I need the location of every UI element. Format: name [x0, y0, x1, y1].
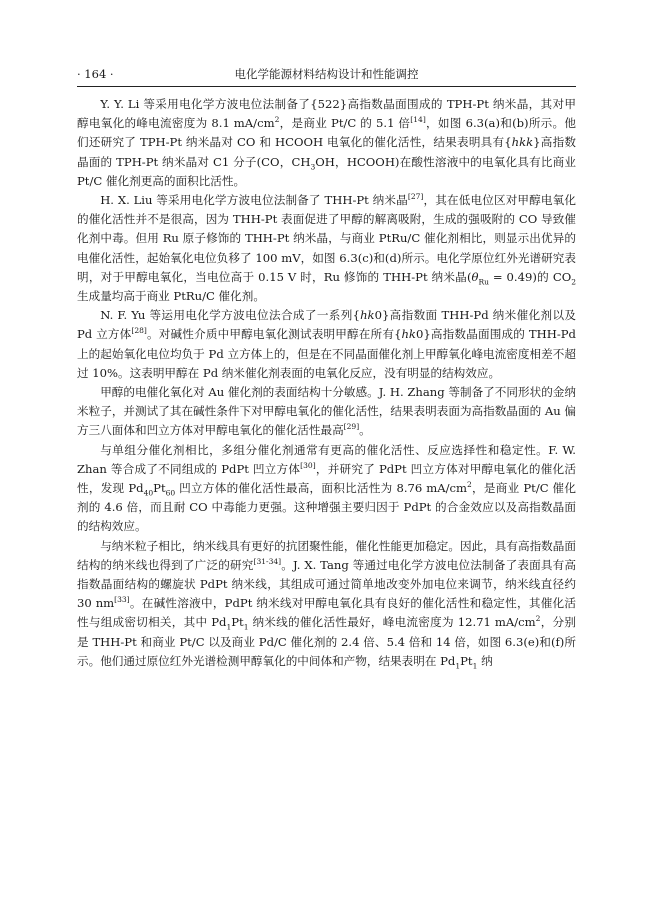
page-number: · 164 · [77, 67, 114, 81]
paragraph: N. F. Yu 等运用电化学方波电位法合成了一系列{hk0}高指数面 THH-Pd 纳米催化剂以及 Pd 立方体[28]。对碱性介质中甲醇电氧化测试表明甲醇在所有{hk0}高指数晶面围成的 THH-Pd 上的起始氧化电位均负于 Pd 立方体上的，但是在不同晶面催化剂上甲醇氧化峰电流密度相差不超过 10%。这表明甲醇在 Pd 纳米催化剂表面的电氧化反应，没有明显的结构效应。 [77, 308, 577, 380]
paragraph: H. X. Liu 等采用电化学方波电位法制备了 THH-Pt 纳米晶[27]，其在低电位区对甲醇电氧化的催化活性并不是很高，因为 THH-Pt 表面促进了甲醇的解离吸附，生成的强吸附的 CO 导致催化剂中毒。但用 Ru 原子修饰的 THH-Pt 纳米晶，与商业 PtRu/C 催化剂相比，则显示出优异的电催化活性，起始氧化电位负移了 100 mV，如图 6.3(c)和(d)所示。电化学原位红外光谱研究表明，对于甲醇电氧化，当电位高于 0.15 V 时，Ru 修饰的 THH-Pt 纳米晶$(\theta_{Ru} = 0.49)$的 $CO_2$ 生成量均高于商业 PtRu/C 催化剂。 [77, 192, 576, 304]
paragraph: 与单组分催化剂相比，多组分催化剂通常有更高的催化活性、反应选择性和稳定性。F. W. Zhan 等合成了不同组成的 PdPt 凹立方体[30]，并研究了 PdPt 凹立方体对甲醇电氧化的催化活性，发现 $Pd_{40}Pt_{60}$ 凹立方体的催化活性最高，面积比活性为 8.76 $mA/cm^2$，是商业 Pt/C 催化剂的 4.6 倍，而且耐 CO 中毒能力更强。这种增强主要归因于 PdPt 的合金效应以及高指数晶面的结构效应。 [77, 442, 576, 534]
page-header [77, 64, 576, 84]
paragraph: Y. Y. Li 等采用电化学方波电位法制备了{522}高指数晶面围成的 TPH-Pt 纳米晶，其对甲醇电氧化的峰电流密度为 8.1 $mA/cm^2$，是商业 Pt/C 的 5.1 倍[14]，如图 6.3(a)和(b)所示。他们还研究了 TPH-Pt 纳米晶对 CO 和 HCOOH 电氧化的催化活性，结果表明具有{hkk}高指数晶面的 TPH-Pt 纳米晶对 C1 分子(CO，$CH_3OH$，HCOOH)在酸性溶液中的电氧化具有比商业 Pt/C 催化剂更高的面积比活性。 [77, 97, 576, 188]
paragraph: 甲醇的电催化氧化对 Au 催化剂的表面结构十分敏感。J. H. Zhang 等制备了不同形状的金纳米粒子，并测试了其在碱性条件下对甲醇电氧化的催化活性，结果表明表面为高指数晶面的 Au 偏方三八面体和凹立方体对甲醇电氧化的催化活性最高[29]。 [77, 385, 576, 438]
header-rule [77, 86, 576, 87]
paragraph: 与纳米粒子相比，纳米线具有更好的抗团聚性能，催化性能更加稳定。因此，具有高指数晶面结构的纳米线也得到了广泛的研究[31-34]。J. X. Tang 等通过电化学方波电位法制备了表面具有高指数晶面结构的螺旋状 PdPt 纳米线，其组成可通过简单地改变外加电位来调节，纳米线直径约 30 nm[33]。在碱性溶液中，PdPt 纳米线对甲醇电氧化具有良好的催化活性和稳定性，其催化活性与组成密切相关，其中 $Pd_1Pt_1$ 纳米线的催化活性最好，峰电流密度为 12.71 $mA/cm^2$，分别是 THH-Pt 和商业 Pt/C 以及商业 Pd/C 催化剂的 2.4 倍、5.4 倍和 14 倍，如图 6.3(e)和(f)所示。他们通过原位红外光谱检测甲醇氧化的中间体和产物，结果表明在 $Pd_1Pt_1$ 纳 [77, 538, 576, 671]
body-text [77, 95, 576, 671]
running-title: 电化学能源材料结构设计和性能调控 [234, 67, 419, 81]
